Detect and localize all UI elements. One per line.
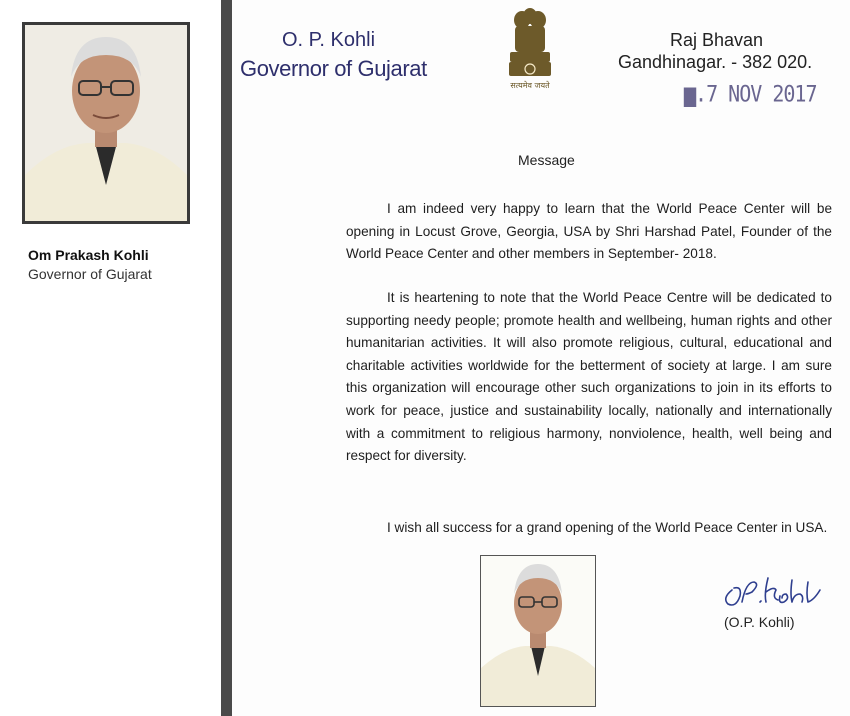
message-paragraph-1: I am indeed very happy to learn that the World Peace Center will be opening in Locust Grove, Georgia, USA by Shri Harshad Patel, Founder of the World Peace Center and other members in September- 2018. <box>346 201 832 262</box>
national-emblem-icon <box>504 6 556 94</box>
signatory-name: (O.P. Kohli) <box>724 614 795 630</box>
inset-portrait-illustration <box>481 556 595 706</box>
message-heading: Message <box>518 152 575 168</box>
message-paragraph-3: I wish all success for a grand opening of the World Peace Center in USA. <box>387 520 828 535</box>
portrait-illustration <box>25 25 187 221</box>
sender-title: Governor of Gujarat <box>240 56 427 81</box>
caption-title: Governor of Gujarat <box>28 266 152 282</box>
address-line-1: Raj Bhavan <box>670 30 764 50</box>
message-paragraph-2: It is heartening to note that the World Peace Centre will be dedicated to supporting needy people; promote health and wellbeing, human rights and other humanitarian activities. It will also promote religious, cultural, educational and charitable activities worldwide for the betterment of society at large. I am sure this organization will encourage other such organizations to join in its efforts to work for peace, justice and sustainability locally, nationally and internationally with a commitment to religious harmony, nonviolence, health, well being and respect for diversity. <box>346 290 832 464</box>
vertical-divider <box>221 0 232 716</box>
address-line-2: Gandhinagar. - 382 020. <box>618 52 813 72</box>
caption-name: Om Prakash Kohli <box>28 247 149 263</box>
inset-portrait <box>480 555 596 707</box>
sender-name: O. P. Kohli <box>282 29 376 51</box>
letter-document <box>232 0 850 716</box>
governor-portrait <box>22 22 190 224</box>
date-stamp: ▆.7 NOV 2017 <box>684 80 817 108</box>
portrait-caption <box>28 246 152 284</box>
emblem-motto: सत्यमेव जयते <box>510 81 550 90</box>
handwritten-signature <box>720 568 830 610</box>
